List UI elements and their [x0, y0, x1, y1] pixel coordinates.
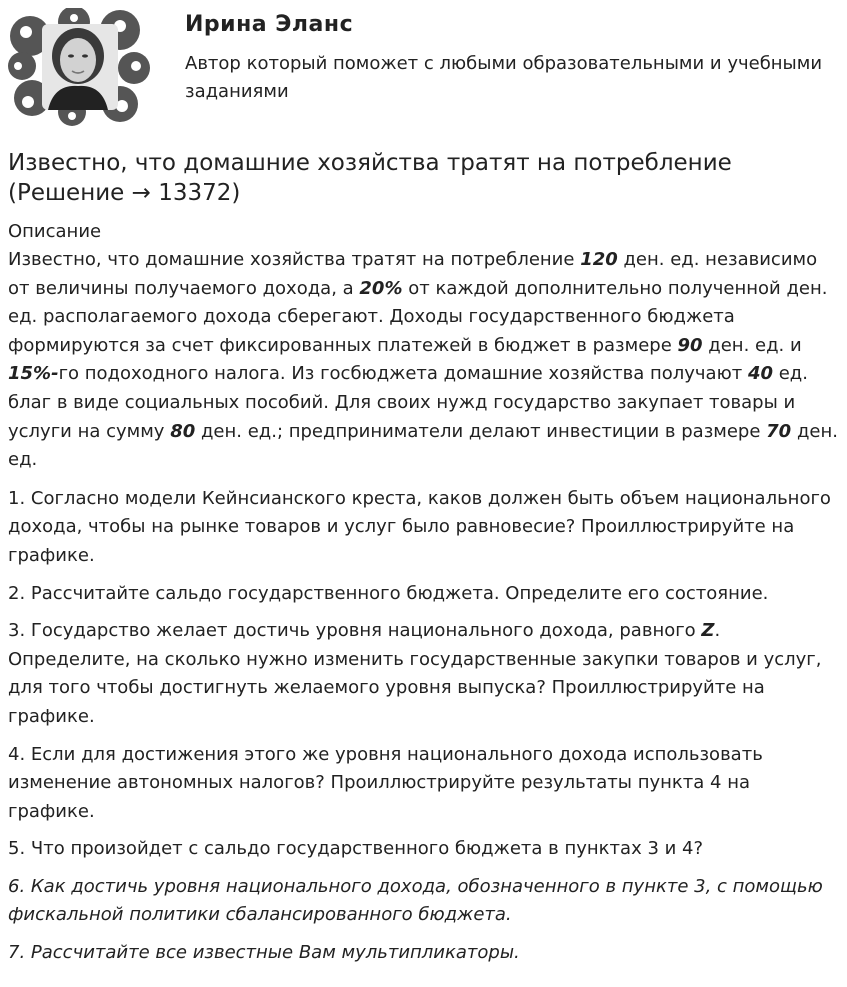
question-4: 4. Если для достижения этого же уровня национального дохода использовать изменение автономных налогов? Проиллюстрируйте результаты пункта 4 на графике. [8, 743, 763, 822]
question-5: 5. Что произойдет с сальдо государственного бюджета в пунктах 3 и 4? [8, 838, 704, 860]
fixed-payments-value: 90 [677, 334, 703, 356]
question-7: 7. Рассчитайте все известные Вам мультипликаторы. [8, 942, 520, 964]
desc-text: го подоходного налога. Из госбюджета домашние хозяйства получают [58, 363, 748, 385]
author-avatar [8, 8, 150, 126]
question-6: 6. Как достичь уровня национального дохода, обозначенного в пункте 3, с помощью фискальной политики сбалансированного бюджета. [8, 875, 823, 926]
main-content [8, 148, 838, 977]
section-label: Описание [8, 221, 102, 242]
author-block [0, 0, 847, 140]
desc-text: ден. ед. независимо от величины получаемого дохода, а [8, 249, 818, 299]
question-1: 1. Согласно модели Кейнсианского креста, каков должен быть объем национального дохода, чтобы на рынке товаров и услуг было равновесие? Проиллюстрируйте на графике. [8, 487, 831, 566]
author-description: Автор который поможет с любыми образовательными и учебными заданиями [185, 53, 823, 102]
investment-value: 70 [766, 420, 792, 442]
government-purchases-value: 80 [170, 420, 196, 442]
question-3 [8, 617, 838, 731]
desc-text: ед. благ в виде социальных пособий. Для своих нужд государство закупает товары и услуги на сумму [8, 363, 808, 442]
desc-text: ден. ед.; предприниматели делают инвестиции в размере [195, 420, 767, 442]
desc-text: ден. ед. [8, 420, 838, 471]
problem-description [8, 246, 838, 475]
page-title: Известно, что домашние хозяйства тратят на потребление (Решение → 13372) [8, 150, 732, 206]
desc-text: Известно, что домашние хозяйства тратят на потребление [8, 249, 581, 270]
author-name: Ирина Эланс [185, 12, 354, 37]
desc-text: от каждой дополнительно полученной ден. ед. располагаемого дохода сберегают. Доходы государственного бюджета формируются за счет фиксированных платежей в бюджет в размере [8, 277, 828, 356]
question-3-text: . Определите, на сколько нужно изменить государственные закупки товаров и услуг, для того чтобы достигнуть желаемого уровня выпуска? Проиллюстрируйте на графике. [8, 620, 822, 727]
question-3-variable: Z [701, 620, 715, 642]
consumption-value: 120 [580, 249, 618, 270]
question-2: 2. Рассчитайте сальдо государственного бюджета. Определите его состояние. [8, 582, 769, 604]
desc-text: ден. ед. и [702, 334, 802, 356]
income-tax-rate: 15%- [8, 363, 59, 385]
question-3-text: 3. Государство желает достичь уровня национального дохода, равного [8, 620, 702, 642]
savings-rate: 20% [359, 277, 403, 299]
transfers-value: 40 [747, 363, 774, 385]
